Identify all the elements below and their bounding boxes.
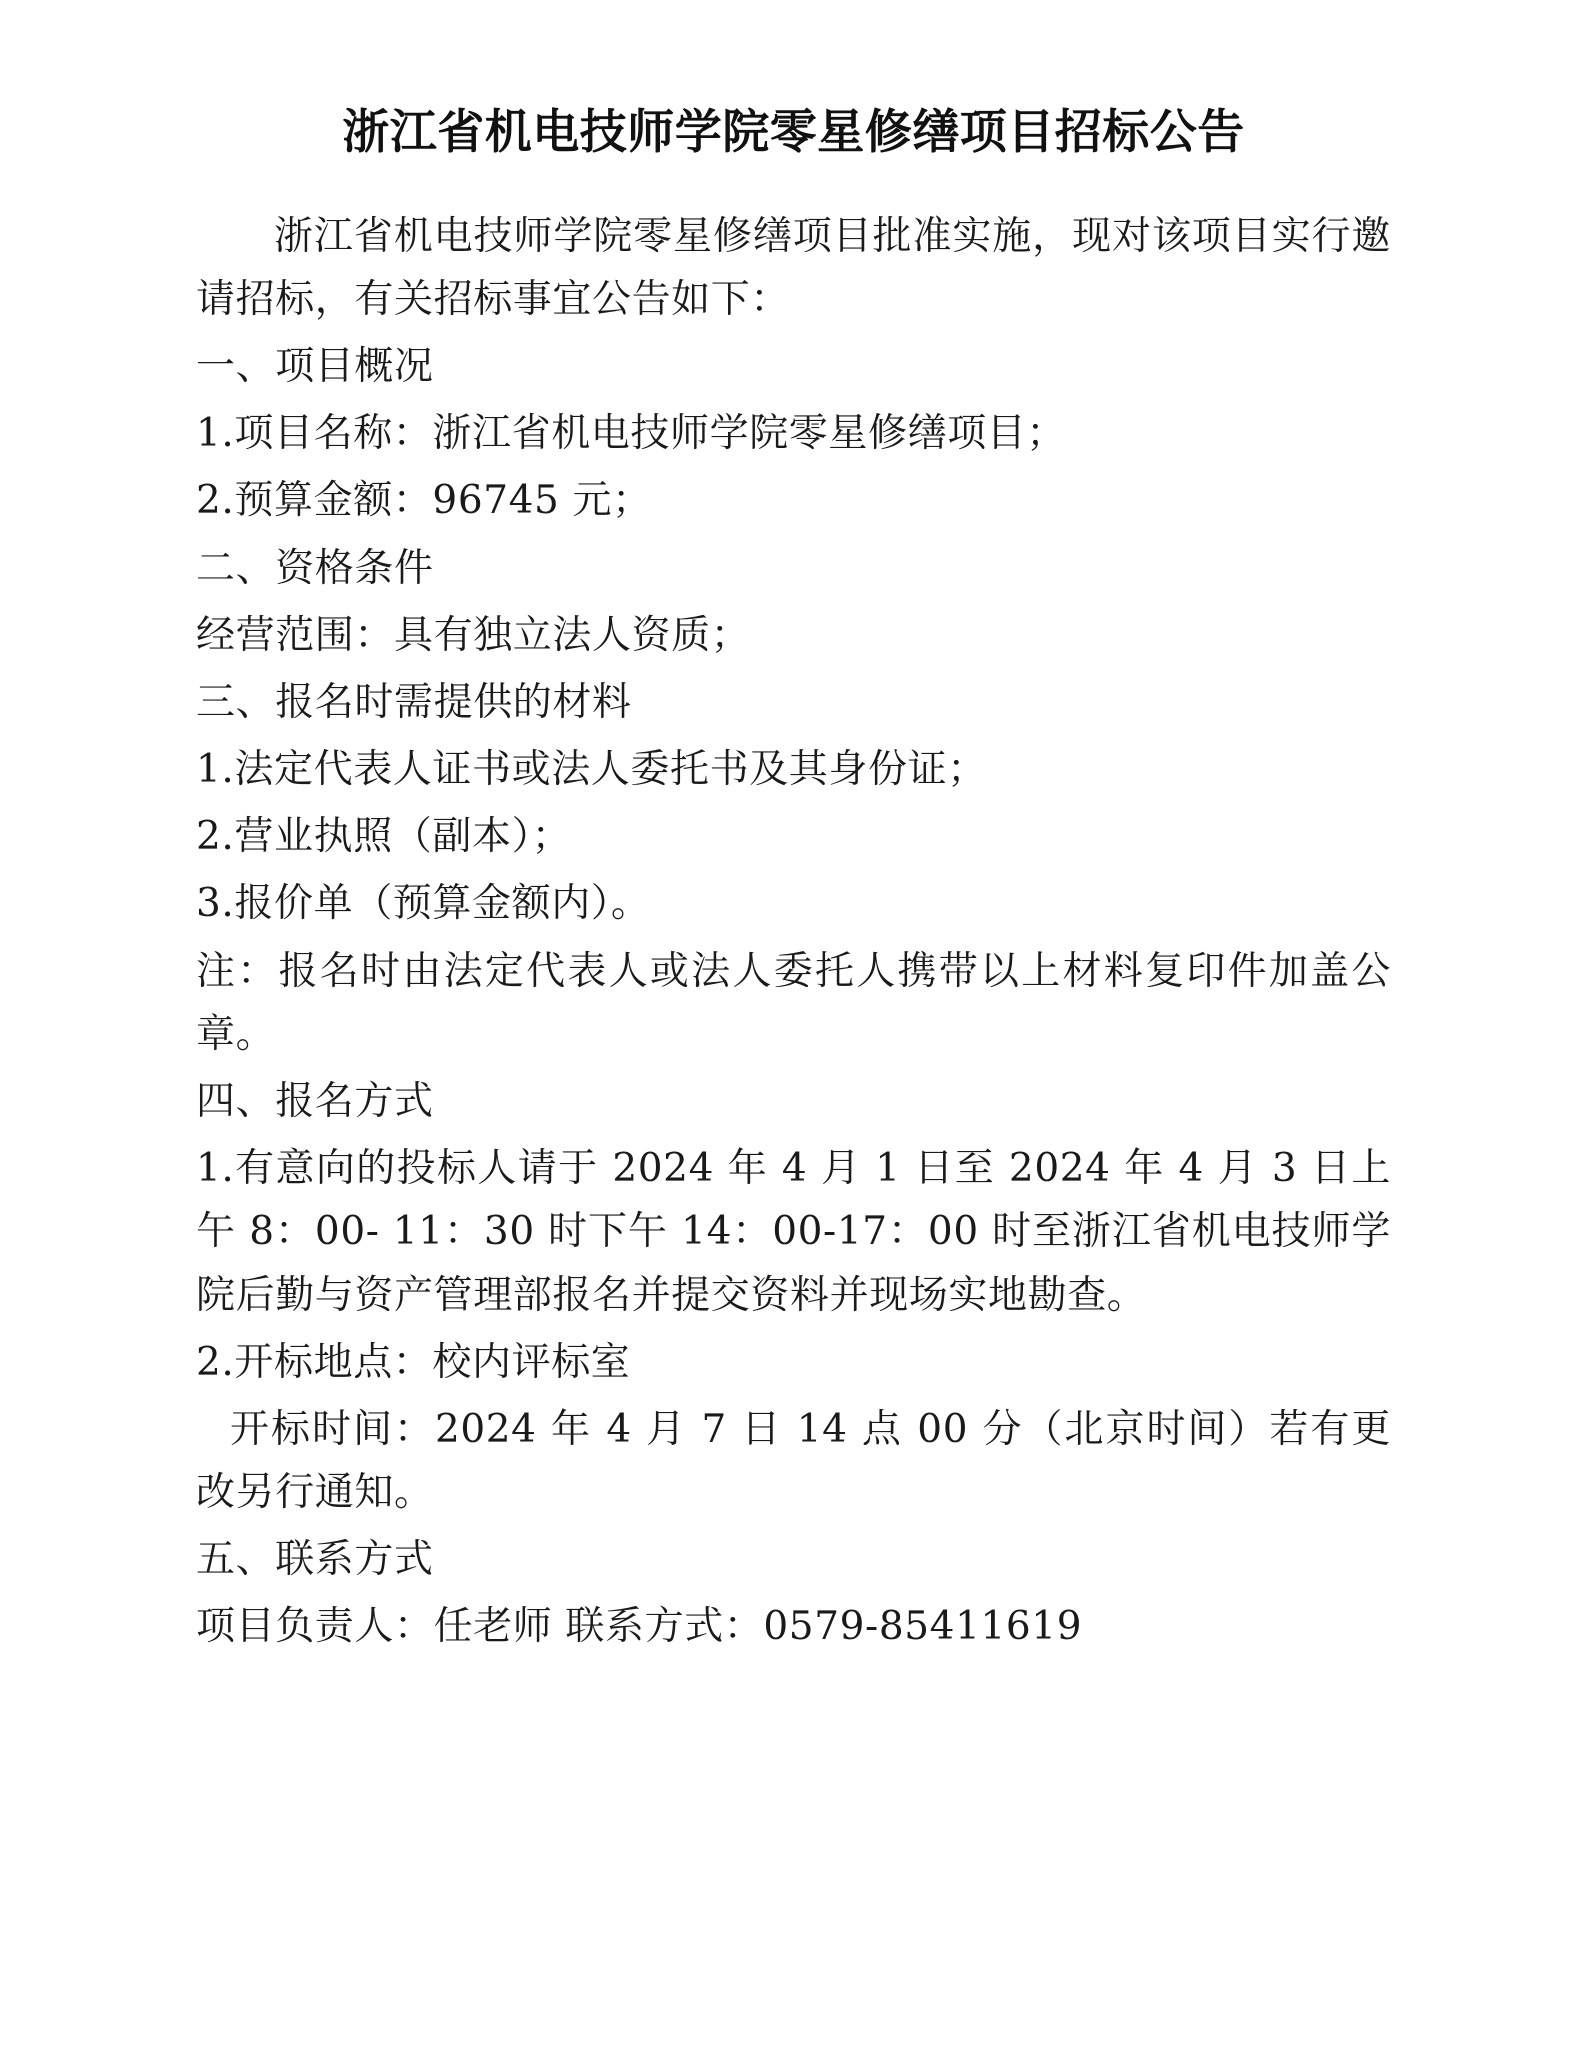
heading-section-3: 三、报名时需提供的材料 bbox=[196, 679, 632, 725]
heading-section-2: 二、资格条件 bbox=[196, 545, 434, 591]
item-business-scope: 经营范围：具有独立法人资质； bbox=[196, 612, 751, 658]
item-contact-info: 项目负责人：任老师 联系方式：0579-85411619 bbox=[196, 1604, 1083, 1650]
item-bid-opening-location: 2.开标地点：校内评标室 bbox=[196, 1339, 631, 1385]
heading-section-4: 四、报名方式 bbox=[196, 1078, 434, 1124]
item-budget-amount: 2.预算金额：96745 元； bbox=[196, 478, 652, 524]
heading-section-1: 一、项目概况 bbox=[196, 344, 434, 390]
item-material-2: 2.营业执照（副本）； bbox=[196, 814, 572, 860]
item-bid-opening-time: 开标时间：2024 年 4 月 7 日 14 点 00 分（北京时间）若有更改另行通知。 bbox=[196, 1406, 1391, 1516]
paragraph-intro: 浙江省机电技师学院零星修缮项目批准实施，现对该项目实行邀请招标，有关招标事宜公告如下： bbox=[196, 213, 1391, 322]
item-project-name: 1.项目名称：浙江省机电技师学院零星修缮项目； bbox=[196, 411, 1067, 457]
item-material-3: 3.报价单（预算金额内）。 bbox=[196, 881, 651, 927]
item-material-note: 注：报名时由法定代表人或法人委托人携带以上材料复印件加盖公章。 bbox=[196, 948, 1391, 1057]
page-title: 浙江省机电技师学院零星修缮项目招标公告 bbox=[342, 105, 1245, 160]
heading-section-5: 五、联系方式 bbox=[196, 1537, 434, 1583]
item-registration-window: 1.有意向的投标人请于 2024 年 4 月 1 日至 2024 年 4 月 3 日上午 8：00- 11：30 时下午 14：00-17：00 时至浙江省机电技师学院后勤与资产管理部报名并提交资料并现场实地勘查。 bbox=[196, 1146, 1391, 1318]
item-material-1: 1.法定代表人证书或法人委托书及其身份证； bbox=[196, 747, 987, 793]
document-body bbox=[196, 205, 1391, 1659]
